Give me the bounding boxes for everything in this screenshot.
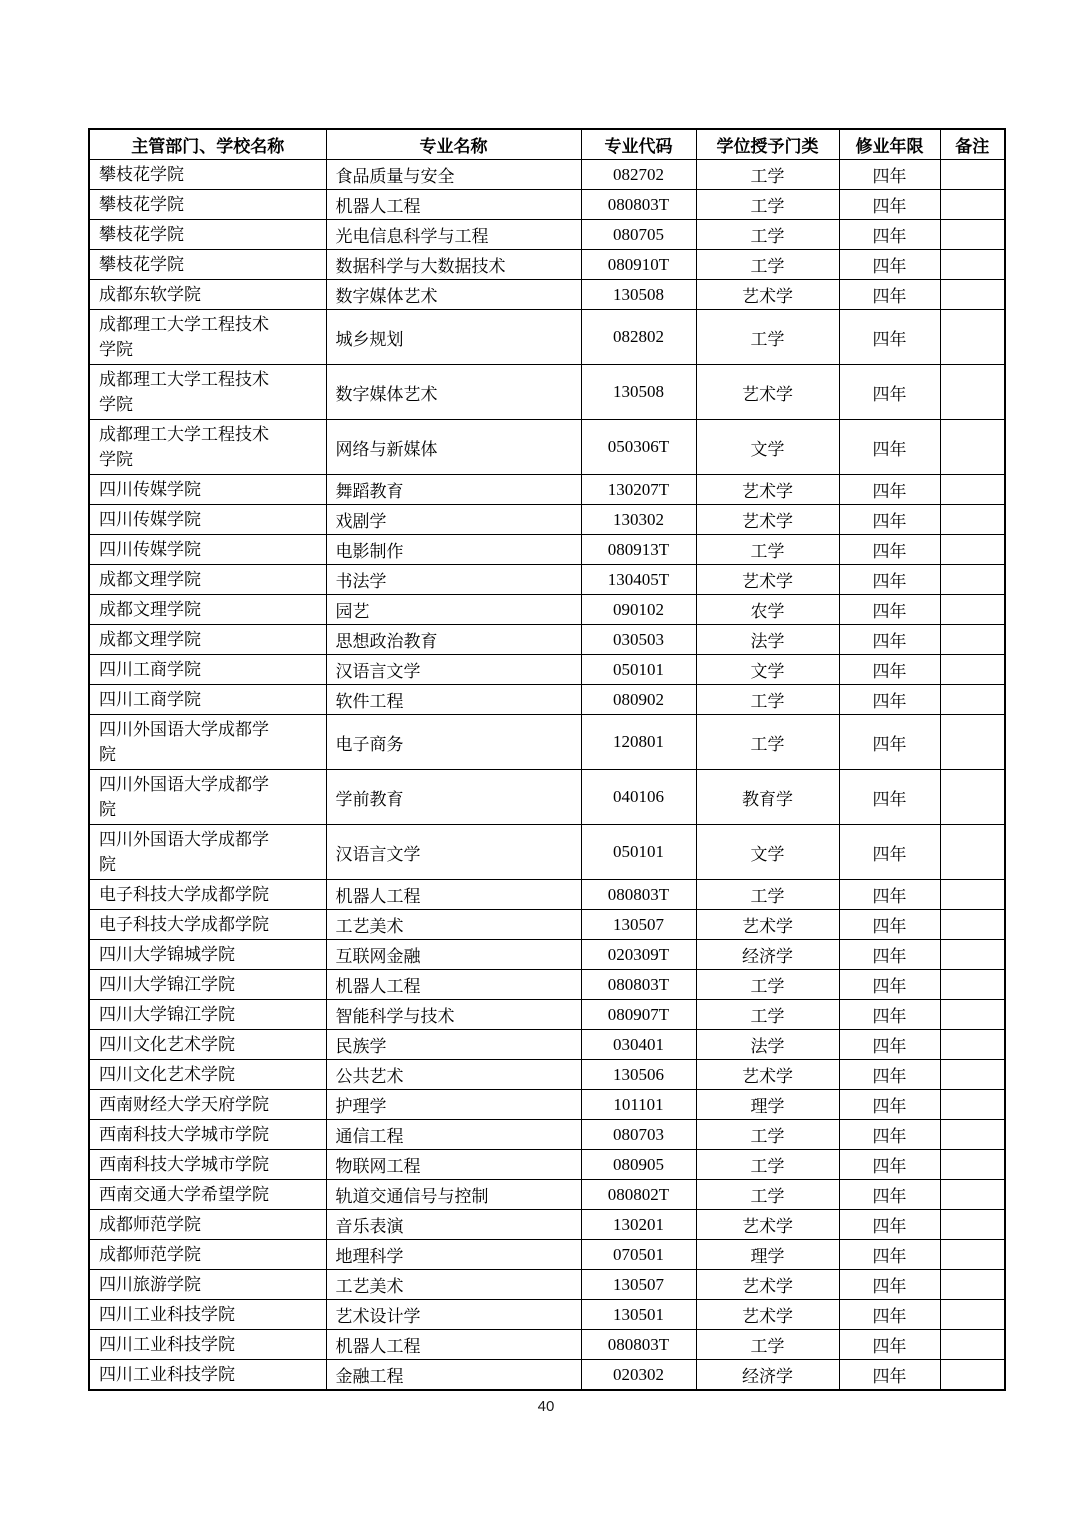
- cell-degree: 工学: [696, 880, 839, 910]
- table-row: [89, 1240, 1005, 1270]
- cell-degree: 法学: [696, 625, 839, 655]
- cell-school: [89, 535, 326, 565]
- table-row: [89, 1000, 1005, 1030]
- cell-school: [89, 970, 326, 1000]
- cell-degree: 工学: [696, 160, 839, 190]
- cell-years: 四年: [839, 625, 940, 655]
- cell-school: [89, 1300, 326, 1330]
- header-major: 专业名称: [326, 129, 581, 160]
- cell-degree: 艺术学: [696, 1270, 839, 1300]
- table-row: [89, 565, 1005, 595]
- cell-major: 机器人工程: [326, 970, 581, 1000]
- cell-years: 四年: [839, 1060, 940, 1090]
- cell-school: [89, 1180, 326, 1210]
- school-name: 四川外国语大学成都学院: [99, 720, 269, 764]
- cell-code: 080803T: [581, 970, 696, 1000]
- cell-school: [89, 250, 326, 280]
- cell-degree: 艺术学: [696, 1060, 839, 1090]
- cell-major: 软件工程: [326, 685, 581, 715]
- school-name: 四川旅游学院: [99, 1275, 201, 1294]
- cell-remark: [940, 535, 1005, 565]
- cell-school: [89, 280, 326, 310]
- cell-degree: 工学: [696, 250, 839, 280]
- header-degree: 学位授予门类: [696, 129, 839, 160]
- cell-school: [89, 505, 326, 535]
- cell-years: 四年: [839, 595, 940, 625]
- table-row: [89, 1180, 1005, 1210]
- cell-degree: 艺术学: [696, 1210, 839, 1240]
- cell-code: 130405T: [581, 565, 696, 595]
- cell-school: [89, 595, 326, 625]
- cell-degree: 工学: [696, 535, 839, 565]
- cell-major: 学前教育: [326, 770, 581, 825]
- cell-code: 080905: [581, 1150, 696, 1180]
- cell-degree: 文学: [696, 655, 839, 685]
- cell-years: 四年: [839, 280, 940, 310]
- majors-table: [88, 128, 1006, 1391]
- cell-degree: 工学: [696, 685, 839, 715]
- table-row: [89, 1030, 1005, 1060]
- cell-code: 080913T: [581, 535, 696, 565]
- cell-school: [89, 1360, 326, 1391]
- school-name: 成都文理学院: [99, 570, 201, 589]
- table-row: [89, 1300, 1005, 1330]
- cell-major: 园艺: [326, 595, 581, 625]
- school-name: 四川大学锦江学院: [99, 975, 235, 994]
- table-row: [89, 770, 1005, 825]
- cell-school: [89, 685, 326, 715]
- table-row: [89, 625, 1005, 655]
- school-name: 成都理工大学工程技术学院: [99, 425, 269, 469]
- cell-years: 四年: [839, 475, 940, 505]
- school-name: 四川外国语大学成都学院: [99, 830, 269, 874]
- cell-remark: [940, 1330, 1005, 1360]
- cell-degree: 工学: [696, 1120, 839, 1150]
- cell-degree: 工学: [696, 220, 839, 250]
- cell-remark: [940, 365, 1005, 420]
- cell-remark: [940, 1240, 1005, 1270]
- cell-remark: [940, 220, 1005, 250]
- cell-code: 130302: [581, 505, 696, 535]
- cell-degree: 文学: [696, 420, 839, 475]
- school-name: 四川文化艺术学院: [99, 1035, 235, 1054]
- cell-code: 080907T: [581, 1000, 696, 1030]
- cell-code: 080902: [581, 685, 696, 715]
- school-name: 四川工业科技学院: [99, 1365, 235, 1384]
- table-row: [89, 685, 1005, 715]
- cell-school: [89, 880, 326, 910]
- cell-school: [89, 1120, 326, 1150]
- table-row: [89, 190, 1005, 220]
- cell-major: 汉语言文学: [326, 655, 581, 685]
- cell-remark: [940, 940, 1005, 970]
- school-name: 四川大学锦城学院: [99, 945, 235, 964]
- cell-school: [89, 1150, 326, 1180]
- cell-school: [89, 420, 326, 475]
- cell-remark: [940, 190, 1005, 220]
- school-name: 四川工商学院: [99, 690, 201, 709]
- table-row: [89, 365, 1005, 420]
- cell-code: 101101: [581, 1090, 696, 1120]
- table-row: [89, 880, 1005, 910]
- cell-code: 082802: [581, 310, 696, 365]
- header-code: 专业代码: [581, 129, 696, 160]
- cell-remark: [940, 565, 1005, 595]
- table-row: [89, 1360, 1005, 1391]
- cell-major: 数字媒体艺术: [326, 280, 581, 310]
- page-number: 40: [537, 1398, 555, 1415]
- table-row: [89, 475, 1005, 505]
- cell-remark: [940, 685, 1005, 715]
- cell-degree: 教育学: [696, 770, 839, 825]
- table-row: [89, 280, 1005, 310]
- cell-school: [89, 310, 326, 365]
- cell-code: 080705: [581, 220, 696, 250]
- school-name: 四川外国语大学成都学院: [99, 775, 269, 819]
- table-row: [89, 1090, 1005, 1120]
- table-row: [89, 250, 1005, 280]
- cell-major: 思想政治教育: [326, 625, 581, 655]
- cell-major: 金融工程: [326, 1360, 581, 1391]
- cell-code: 080802T: [581, 1180, 696, 1210]
- table-row: [89, 825, 1005, 880]
- school-name: 成都理工大学工程技术学院: [99, 370, 269, 414]
- cell-major: 艺术设计学: [326, 1300, 581, 1330]
- school-name: 攀枝花学院: [99, 165, 184, 184]
- cell-remark: [940, 1030, 1005, 1060]
- cell-major: 舞蹈教育: [326, 475, 581, 505]
- header-row: [89, 129, 1005, 160]
- cell-degree: 艺术学: [696, 365, 839, 420]
- cell-major: 音乐表演: [326, 1210, 581, 1240]
- cell-major: 数据科学与大数据技术: [326, 250, 581, 280]
- cell-school: [89, 1060, 326, 1090]
- cell-degree: 工学: [696, 715, 839, 770]
- cell-major: 电影制作: [326, 535, 581, 565]
- cell-degree: 艺术学: [696, 280, 839, 310]
- cell-major: 地理科学: [326, 1240, 581, 1270]
- cell-school: [89, 940, 326, 970]
- cell-years: 四年: [839, 880, 940, 910]
- cell-remark: [940, 715, 1005, 770]
- school-name: 四川大学锦江学院: [99, 1005, 235, 1024]
- school-name: 西南交通大学希望学院: [99, 1185, 269, 1204]
- school-name: 成都文理学院: [99, 630, 201, 649]
- cell-years: 四年: [839, 970, 940, 1000]
- cell-major: 网络与新媒体: [326, 420, 581, 475]
- cell-remark: [940, 825, 1005, 880]
- cell-code: 130201: [581, 1210, 696, 1240]
- cell-major: 轨道交通信号与控制: [326, 1180, 581, 1210]
- cell-degree: 艺术学: [696, 1300, 839, 1330]
- table-row: [89, 420, 1005, 475]
- table-row: [89, 715, 1005, 770]
- cell-major: 工艺美术: [326, 1270, 581, 1300]
- cell-remark: [940, 310, 1005, 365]
- cell-degree: 工学: [696, 1180, 839, 1210]
- cell-major: 书法学: [326, 565, 581, 595]
- cell-code: 130507: [581, 1270, 696, 1300]
- school-name: 成都东软学院: [99, 285, 201, 304]
- cell-code: 130507: [581, 910, 696, 940]
- cell-major: 电子商务: [326, 715, 581, 770]
- cell-code: 020302: [581, 1360, 696, 1391]
- table-row: [89, 595, 1005, 625]
- school-name: 电子科技大学成都学院: [99, 915, 269, 934]
- cell-major: 民族学: [326, 1030, 581, 1060]
- cell-years: 四年: [839, 310, 940, 365]
- cell-remark: [940, 1150, 1005, 1180]
- cell-remark: [940, 160, 1005, 190]
- cell-degree: 工学: [696, 1000, 839, 1030]
- cell-major: 城乡规划: [326, 310, 581, 365]
- school-name: 电子科技大学成都学院: [99, 885, 269, 904]
- cell-code: 130207T: [581, 475, 696, 505]
- school-name: 成都理工大学工程技术学院: [99, 315, 269, 359]
- cell-school: [89, 160, 326, 190]
- cell-code: 020309T: [581, 940, 696, 970]
- cell-code: 050101: [581, 825, 696, 880]
- cell-years: 四年: [839, 825, 940, 880]
- cell-years: 四年: [839, 1360, 940, 1391]
- cell-major: 智能科学与技术: [326, 1000, 581, 1030]
- cell-school: [89, 825, 326, 880]
- cell-code: 130508: [581, 365, 696, 420]
- cell-major: 戏剧学: [326, 505, 581, 535]
- cell-school: [89, 625, 326, 655]
- cell-years: 四年: [839, 1210, 940, 1240]
- cell-remark: [940, 1000, 1005, 1030]
- table-row: [89, 1210, 1005, 1240]
- cell-remark: [940, 625, 1005, 655]
- cell-years: 四年: [839, 685, 940, 715]
- cell-remark: [940, 1210, 1005, 1240]
- cell-remark: [940, 280, 1005, 310]
- cell-degree: 文学: [696, 825, 839, 880]
- cell-school: [89, 1030, 326, 1060]
- cell-years: 四年: [839, 1090, 940, 1120]
- header-school: 主管部门、学校名称: [89, 129, 326, 160]
- cell-remark: [940, 910, 1005, 940]
- school-name: 成都师范学院: [99, 1215, 201, 1234]
- cell-school: [89, 1000, 326, 1030]
- cell-school: [89, 475, 326, 505]
- school-name: 西南财经大学天府学院: [99, 1095, 269, 1114]
- cell-code: 090102: [581, 595, 696, 625]
- cell-code: 050101: [581, 655, 696, 685]
- cell-degree: 经济学: [696, 940, 839, 970]
- school-name: 西南科技大学城市学院: [99, 1125, 269, 1144]
- cell-code: 080703: [581, 1120, 696, 1150]
- cell-degree: 工学: [696, 1150, 839, 1180]
- cell-years: 四年: [839, 655, 940, 685]
- cell-years: 四年: [839, 940, 940, 970]
- cell-remark: [940, 250, 1005, 280]
- cell-degree: 工学: [696, 970, 839, 1000]
- cell-years: 四年: [839, 1120, 940, 1150]
- table-row: [89, 940, 1005, 970]
- cell-school: [89, 910, 326, 940]
- cell-major: 食品质量与安全: [326, 160, 581, 190]
- school-name: 四川工商学院: [99, 660, 201, 679]
- cell-remark: [940, 970, 1005, 1000]
- cell-school: [89, 1090, 326, 1120]
- cell-school: [89, 1210, 326, 1240]
- cell-degree: 法学: [696, 1030, 839, 1060]
- cell-code: 120801: [581, 715, 696, 770]
- table-row: [89, 1150, 1005, 1180]
- school-name: 西南科技大学城市学院: [99, 1155, 269, 1174]
- cell-remark: [940, 880, 1005, 910]
- school-name: 四川传媒学院: [99, 480, 201, 499]
- cell-years: 四年: [839, 1150, 940, 1180]
- cell-years: 四年: [839, 1300, 940, 1330]
- cell-school: [89, 565, 326, 595]
- cell-code: 080803T: [581, 880, 696, 910]
- school-name: 四川文化艺术学院: [99, 1065, 235, 1084]
- cell-degree: 艺术学: [696, 910, 839, 940]
- cell-remark: [940, 1180, 1005, 1210]
- cell-remark: [940, 1060, 1005, 1090]
- cell-degree: 工学: [696, 190, 839, 220]
- cell-code: 080803T: [581, 1330, 696, 1360]
- cell-years: 四年: [839, 1330, 940, 1360]
- school-name: 攀枝花学院: [99, 195, 184, 214]
- cell-degree: 艺术学: [696, 565, 839, 595]
- cell-code: 130508: [581, 280, 696, 310]
- school-name: 成都文理学院: [99, 600, 201, 619]
- cell-major: 物联网工程: [326, 1150, 581, 1180]
- cell-remark: [940, 1360, 1005, 1391]
- cell-remark: [940, 420, 1005, 475]
- cell-major: 机器人工程: [326, 190, 581, 220]
- school-name: 攀枝花学院: [99, 255, 184, 274]
- cell-major: 互联网金融: [326, 940, 581, 970]
- cell-remark: [940, 1270, 1005, 1300]
- cell-years: 四年: [839, 1180, 940, 1210]
- cell-code: 050306T: [581, 420, 696, 475]
- school-name: 四川工业科技学院: [99, 1335, 235, 1354]
- cell-major: 机器人工程: [326, 1330, 581, 1360]
- table-row: [89, 1330, 1005, 1360]
- cell-years: 四年: [839, 565, 940, 595]
- cell-years: 四年: [839, 250, 940, 280]
- cell-school: [89, 655, 326, 685]
- cell-years: 四年: [839, 715, 940, 770]
- cell-major: 光电信息科学与工程: [326, 220, 581, 250]
- cell-school: [89, 1330, 326, 1360]
- table-body: [89, 160, 1005, 1391]
- cell-code: 082702: [581, 160, 696, 190]
- table-row: [89, 1270, 1005, 1300]
- cell-remark: [940, 475, 1005, 505]
- cell-remark: [940, 1090, 1005, 1120]
- cell-years: 四年: [839, 190, 940, 220]
- cell-school: [89, 1240, 326, 1270]
- table-row: [89, 160, 1005, 190]
- cell-years: 四年: [839, 160, 940, 190]
- cell-school: [89, 365, 326, 420]
- table-row: [89, 655, 1005, 685]
- table-header: [89, 129, 1005, 160]
- cell-major: 汉语言文学: [326, 825, 581, 880]
- cell-remark: [940, 1300, 1005, 1330]
- table-row: [89, 220, 1005, 250]
- table-row: [89, 535, 1005, 565]
- cell-years: 四年: [839, 535, 940, 565]
- header-remark: 备注: [940, 129, 1005, 160]
- table-row: [89, 910, 1005, 940]
- cell-major: 公共艺术: [326, 1060, 581, 1090]
- header-years: 修业年限: [839, 129, 940, 160]
- cell-code: 130506: [581, 1060, 696, 1090]
- cell-years: 四年: [839, 1270, 940, 1300]
- cell-code: 130501: [581, 1300, 696, 1330]
- cell-code: 070501: [581, 1240, 696, 1270]
- cell-degree: 理学: [696, 1240, 839, 1270]
- table-row: [89, 970, 1005, 1000]
- cell-school: [89, 770, 326, 825]
- cell-remark: [940, 595, 1005, 625]
- cell-remark: [940, 655, 1005, 685]
- cell-school: [89, 1270, 326, 1300]
- cell-years: 四年: [839, 220, 940, 250]
- cell-degree: 艺术学: [696, 475, 839, 505]
- cell-years: 四年: [839, 505, 940, 535]
- cell-remark: [940, 1120, 1005, 1150]
- table-row: [89, 1120, 1005, 1150]
- cell-degree: 理学: [696, 1090, 839, 1120]
- cell-degree: 工学: [696, 1330, 839, 1360]
- cell-major: 机器人工程: [326, 880, 581, 910]
- cell-remark: [940, 505, 1005, 535]
- cell-major: 数字媒体艺术: [326, 365, 581, 420]
- table-row: [89, 1060, 1005, 1090]
- school-name: 四川工业科技学院: [99, 1305, 235, 1324]
- school-name: 成都师范学院: [99, 1245, 201, 1264]
- cell-degree: 艺术学: [696, 505, 839, 535]
- table-row: [89, 310, 1005, 365]
- cell-years: 四年: [839, 1030, 940, 1060]
- cell-years: 四年: [839, 365, 940, 420]
- cell-major: 护理学: [326, 1090, 581, 1120]
- cell-years: 四年: [839, 1000, 940, 1030]
- school-name: 攀枝花学院: [99, 225, 184, 244]
- school-name: 四川传媒学院: [99, 540, 201, 559]
- cell-major: 工艺美术: [326, 910, 581, 940]
- cell-years: 四年: [839, 1240, 940, 1270]
- cell-years: 四年: [839, 420, 940, 475]
- cell-school: [89, 220, 326, 250]
- cell-code: 030503: [581, 625, 696, 655]
- cell-school: [89, 715, 326, 770]
- cell-remark: [940, 770, 1005, 825]
- cell-school: [89, 190, 326, 220]
- cell-code: 030401: [581, 1030, 696, 1060]
- cell-years: 四年: [839, 770, 940, 825]
- cell-degree: 经济学: [696, 1360, 839, 1391]
- cell-degree: 农学: [696, 595, 839, 625]
- cell-major: 通信工程: [326, 1120, 581, 1150]
- table-row: [89, 505, 1005, 535]
- school-name: 四川传媒学院: [99, 510, 201, 529]
- cell-code: 080803T: [581, 190, 696, 220]
- cell-code: 040106: [581, 770, 696, 825]
- cell-years: 四年: [839, 910, 940, 940]
- cell-code: 080910T: [581, 250, 696, 280]
- cell-degree: 工学: [696, 310, 839, 365]
